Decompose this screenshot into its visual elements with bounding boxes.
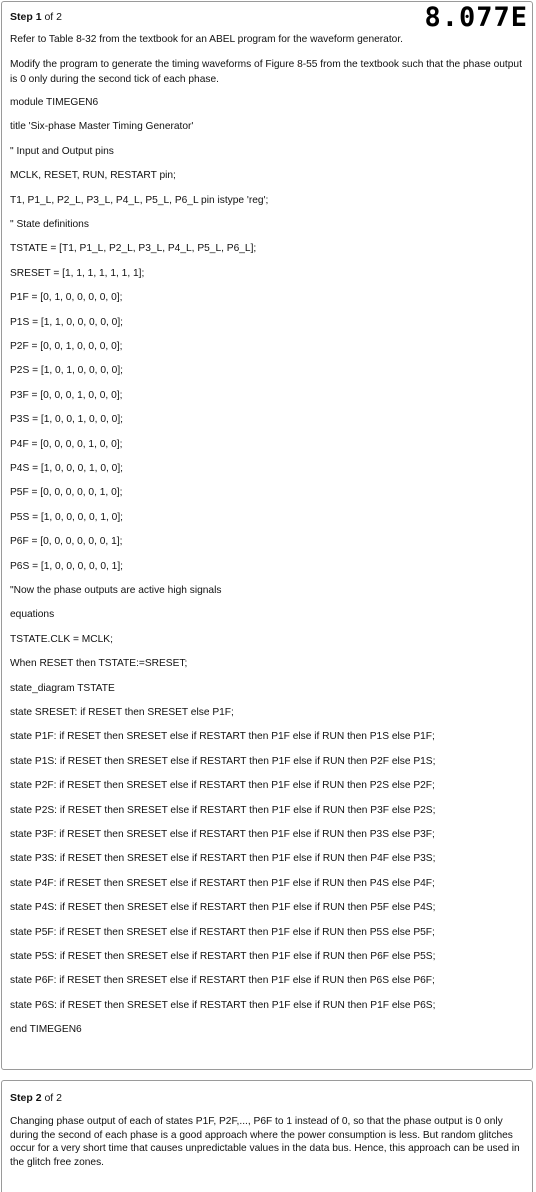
code-line: SRESET = [1, 1, 1, 1, 1, 1, 1];: [10, 267, 145, 279]
step-2-card: [1, 1080, 533, 1192]
code-line: state P1F: if RESET then SRESET else if RESTART then P1F else if RUN then P1S else P1F;: [10, 731, 435, 743]
code-line: state P6S: if RESET then SRESET else if RESTART then P1F else if RUN then P1F else P6S;: [10, 999, 436, 1011]
code-line: state P6F: if RESET then SRESET else if RESTART then P1F else if RUN then P6S else P6F;: [10, 975, 435, 987]
code-line: MCLK, RESET, RUN, RESTART pin;: [10, 170, 176, 182]
code-line: P5S = [1, 0, 0, 0, 0, 1, 0];: [10, 511, 123, 523]
code-line: P3F = [0, 0, 0, 1, 0, 0, 0];: [10, 389, 123, 401]
code-line: title 'Six-phase Master Timing Generator': [10, 121, 194, 133]
code-line: P1F = [0, 1, 0, 0, 0, 0, 0];: [10, 292, 123, 304]
code-line: " Input and Output pins: [10, 145, 114, 157]
code-line: P2F = [0, 0, 1, 0, 0, 0, 0];: [10, 341, 123, 352]
modify-text: Modify the program to generate the timing waveforms of Figure 8-55 from the textbook such that the phase output is 0 only during the second tick of each phase.: [10, 59, 522, 85]
code-line: P2S = [1, 0, 1, 0, 0, 0, 0];: [10, 365, 123, 377]
code-line: TSTATE = [T1, P1_L, P2_L, P3_L, P4_L, P5_L, P6_L];: [10, 243, 257, 255]
code-line: state_diagram TSTATE: [10, 682, 115, 694]
code-line: state SRESET: if RESET then SRESET else P1F;: [10, 707, 234, 718]
problem-code: 8.077E: [424, 2, 528, 33]
step-2-number: 2: [35, 1092, 42, 1104]
code-line: state P4F: if RESET then SRESET else if RESTART then P1F else if RUN then P4S else P4F;: [10, 877, 435, 889]
code-line: P4S = [1, 0, 0, 0, 1, 0, 0];: [10, 463, 123, 474]
step-1-card: [1, 1, 533, 1070]
code-line: state P3F: if RESET then SRESET else if RESTART then P1F else if RUN then P3S else P3F;: [10, 829, 435, 840]
code-line: T1, P1_L, P2_L, P3_L, P4_L, P5_L, P6_L pin istype 'reg';: [10, 194, 269, 206]
code-line: P3S = [1, 0, 0, 1, 0, 0, 0];: [10, 414, 123, 426]
step-1-word: Step: [10, 11, 33, 23]
step-2-total: of 2: [44, 1092, 62, 1104]
intro-text: Refer to Table 8-32 from the textbook for an ABEL program for the waveform generator.: [10, 34, 403, 45]
code-line: state P5S: if RESET then SRESET else if RESTART then P1F else if RUN then P6F else P5S;: [10, 951, 436, 962]
code-line: P6S = [1, 0, 0, 0, 0, 0, 1];: [10, 560, 123, 572]
code-line: P5F = [0, 0, 0, 0, 0, 1, 0];: [10, 487, 123, 499]
code-line: state P1S: if RESET then SRESET else if RESTART then P1F else if RUN then P2F else P1S;: [10, 755, 436, 767]
code-line: module TIMEGEN6: [10, 97, 99, 108]
step-1-total: of 2: [44, 11, 62, 23]
step-2-label: [10, 1092, 62, 1104]
code-line: P6F = [0, 0, 0, 0, 0, 0, 1];: [10, 536, 123, 548]
code-line: P1S = [1, 1, 0, 0, 0, 0, 0];: [10, 316, 123, 328]
code-line: state P2F: if RESET then SRESET else if RESTART then P1F else if RUN then P2S else P2F;: [10, 780, 435, 792]
code-line: end TIMEGEN6: [10, 1024, 82, 1036]
code-line: state P4S: if RESET then SRESET else if RESTART then P1F else if RUN then P5F else P4S;: [10, 902, 436, 914]
code-line: When RESET then TSTATE:=SRESET;: [10, 658, 188, 670]
code-line: equations: [10, 609, 55, 621]
code-line: " State definitions: [10, 219, 89, 230]
code-line: state P3S: if RESET then SRESET else if RESTART then P1F else if RUN then P4F else P3S;: [10, 853, 436, 865]
step-1-label: [10, 11, 62, 23]
code-line: P4F = [0, 0, 0, 0, 1, 0, 0];: [10, 438, 123, 450]
step-2-body: Changing phase output of each of states P1F, P2F,..., P6F to 1 instead of 0, so that the phase output is 0 only during the second of each phase is a good approach where the power consumption is less. But random glitches occur for a very short time that causes unpredictable values in the data bus. Hence, this approach can be used in the glitch free zones.: [10, 1116, 520, 1168]
step-1-number: 1: [35, 11, 42, 23]
code-line: TSTATE.CLK = MCLK;: [10, 633, 113, 645]
code-line: state P5F: if RESET then SRESET else if RESTART then P1F else if RUN then P5S else P5F;: [10, 926, 435, 938]
step-2-word: Step: [10, 1092, 33, 1104]
code-line: "Now the phase outputs are active high signals: [10, 585, 222, 596]
code-line: state P2S: if RESET then SRESET else if RESTART then P1F else if RUN then P3F else P2S;: [10, 804, 436, 816]
